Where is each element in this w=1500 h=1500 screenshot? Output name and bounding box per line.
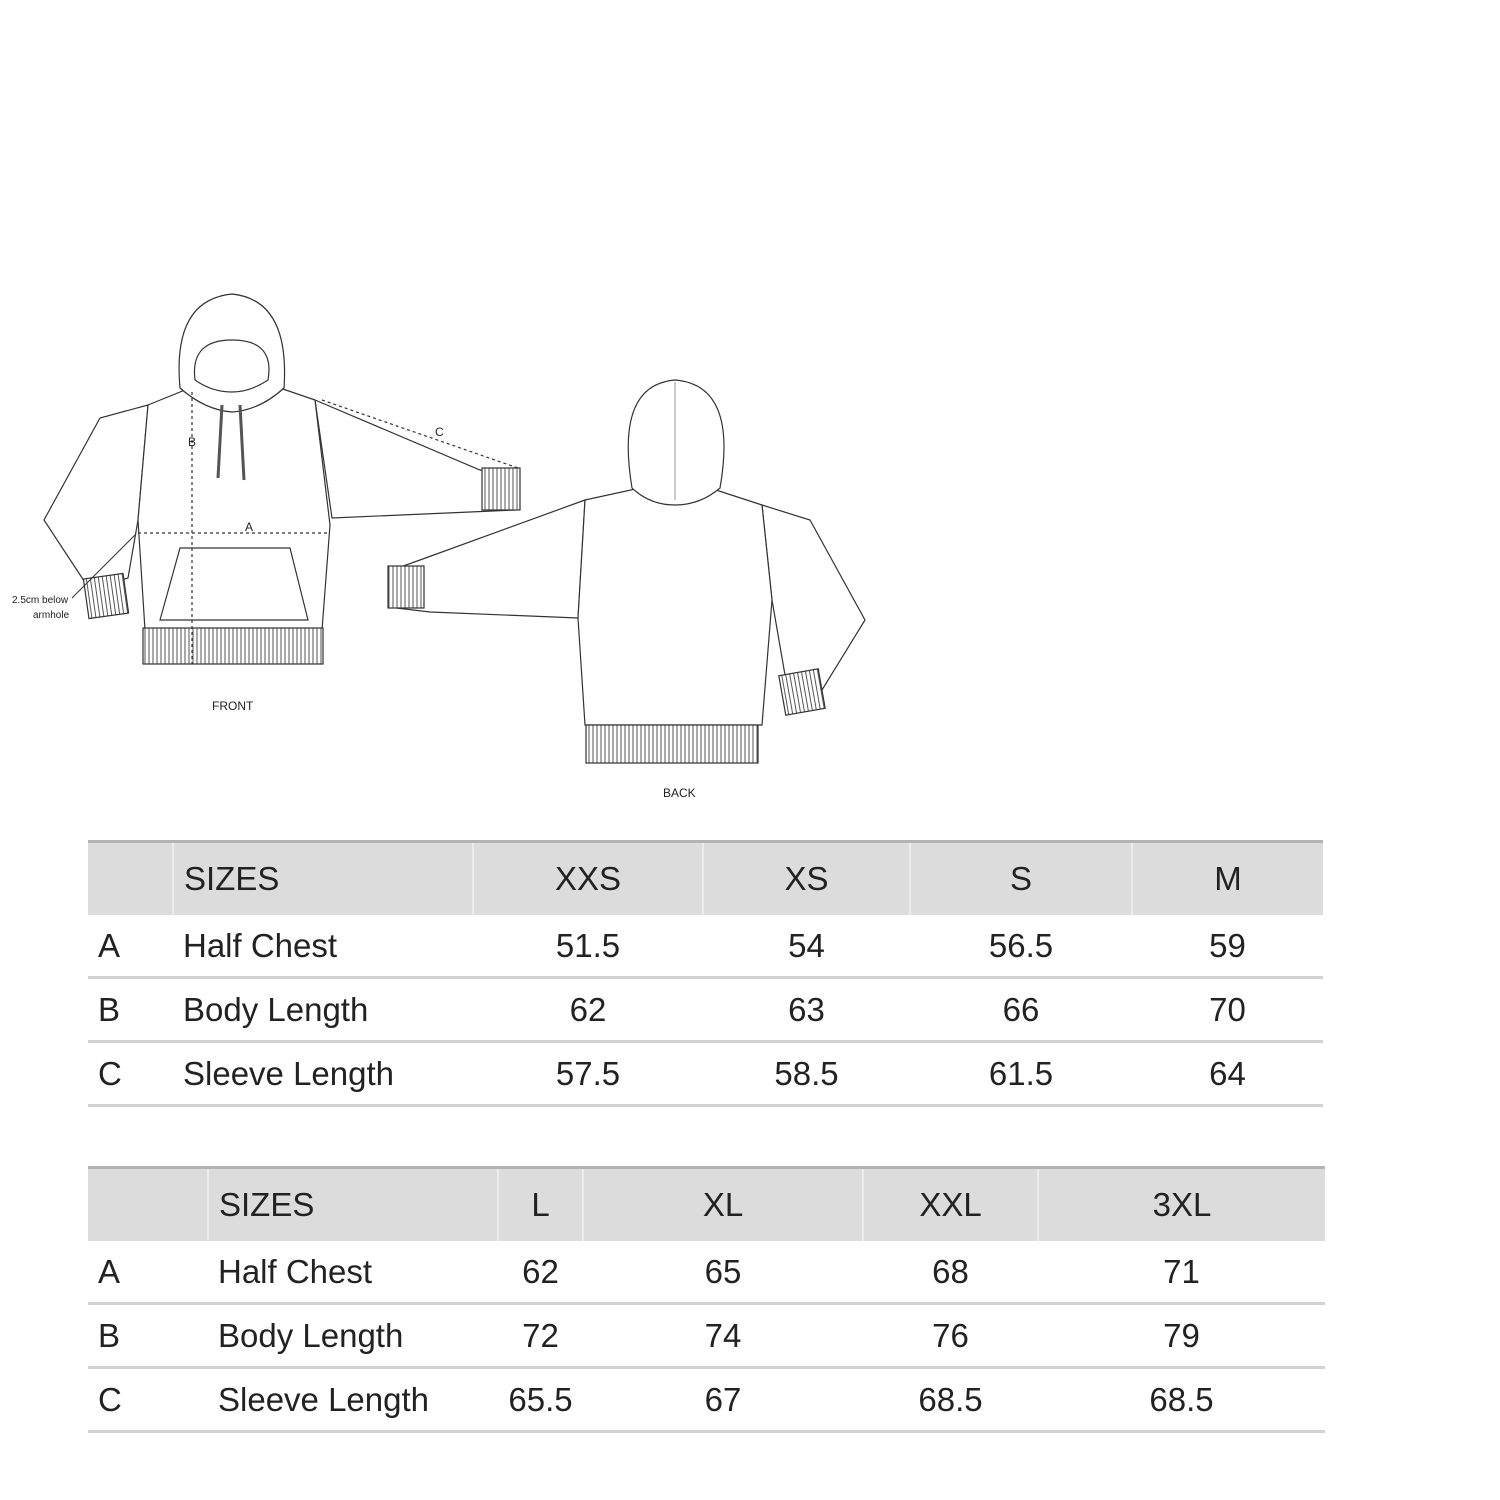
- back-hoodie-drawing: [388, 380, 865, 763]
- measure-value: 64: [1132, 1042, 1323, 1106]
- size-xl-header: XL: [583, 1168, 863, 1242]
- measure-value: 61.5: [910, 1042, 1132, 1106]
- table-row: [88, 1304, 1325, 1368]
- measure-value: 68.5: [863, 1368, 1038, 1432]
- header-spacer: [88, 842, 173, 916]
- table-row: [88, 1042, 1323, 1106]
- measure-letter: C: [88, 1042, 173, 1106]
- measure-value: 79: [1038, 1304, 1325, 1368]
- size-m-header: M: [1132, 842, 1323, 916]
- measure-value: 74: [583, 1304, 863, 1368]
- measure-value: 70: [1132, 978, 1323, 1042]
- sizes-header-label: SIZES: [173, 842, 473, 916]
- measure-name: Sleeve Length: [173, 1042, 473, 1106]
- measure-name: Half Chest: [208, 1241, 498, 1304]
- measure-letter: A: [88, 915, 173, 978]
- size-header-row: [88, 1168, 1325, 1242]
- measure-letter: C: [88, 1368, 208, 1432]
- size-s-header: S: [910, 842, 1132, 916]
- measure-value: 56.5: [910, 915, 1132, 978]
- measure-value: 72: [498, 1304, 583, 1368]
- measure-value: 76: [863, 1304, 1038, 1368]
- size-table-2: [88, 1166, 1325, 1433]
- measure-a-label: A: [245, 520, 254, 534]
- table-row: [88, 1368, 1325, 1432]
- measure-value: 62: [498, 1241, 583, 1304]
- measure-value: 65.5: [498, 1368, 583, 1432]
- measure-letter: B: [88, 978, 173, 1042]
- sizes-header-label: SIZES: [208, 1168, 498, 1242]
- measure-value: 71: [1038, 1241, 1325, 1304]
- measure-name: Half Chest: [173, 915, 473, 978]
- hoodie-illustration: [0, 280, 900, 820]
- back-label: BACK: [663, 786, 696, 800]
- measure-value: 58.5: [703, 1042, 910, 1106]
- measure-name: Body Length: [173, 978, 473, 1042]
- measure-value: 68: [863, 1241, 1038, 1304]
- size-xxl-header: XXL: [863, 1168, 1038, 1242]
- size-3xl-header: 3XL: [1038, 1168, 1325, 1242]
- measure-value: 59: [1132, 915, 1323, 978]
- table-row: [88, 978, 1323, 1042]
- armhole-note-line2: armhole: [33, 610, 70, 621]
- size-xs-header: XS: [703, 842, 910, 916]
- size-xxs-header: XXS: [473, 842, 703, 916]
- measure-name: Sleeve Length: [208, 1368, 498, 1432]
- measure-b-label: B: [188, 435, 197, 449]
- size-table-1: [88, 840, 1323, 1107]
- measure-value: 65: [583, 1241, 863, 1304]
- measure-c-label: C: [435, 425, 444, 439]
- measure-value: 66: [910, 978, 1132, 1042]
- measure-value: 51.5: [473, 915, 703, 978]
- front-label: FRONT: [212, 699, 254, 713]
- measure-letter: B: [88, 1304, 208, 1368]
- measure-letter: A: [88, 1241, 208, 1304]
- table-row: [88, 1241, 1325, 1304]
- size-header-row: [88, 842, 1323, 916]
- header-spacer: [88, 1168, 208, 1242]
- measure-value: 63: [703, 978, 910, 1042]
- measure-name: Body Length: [208, 1304, 498, 1368]
- measure-value: 62: [473, 978, 703, 1042]
- measure-value: 57.5: [473, 1042, 703, 1106]
- table-row: [88, 915, 1323, 978]
- measure-value: 54: [703, 915, 910, 978]
- size-l-header: L: [498, 1168, 583, 1242]
- armhole-note-line1: 2.5cm below: [12, 595, 69, 606]
- measure-value: 68.5: [1038, 1368, 1325, 1432]
- measure-value: 67: [583, 1368, 863, 1432]
